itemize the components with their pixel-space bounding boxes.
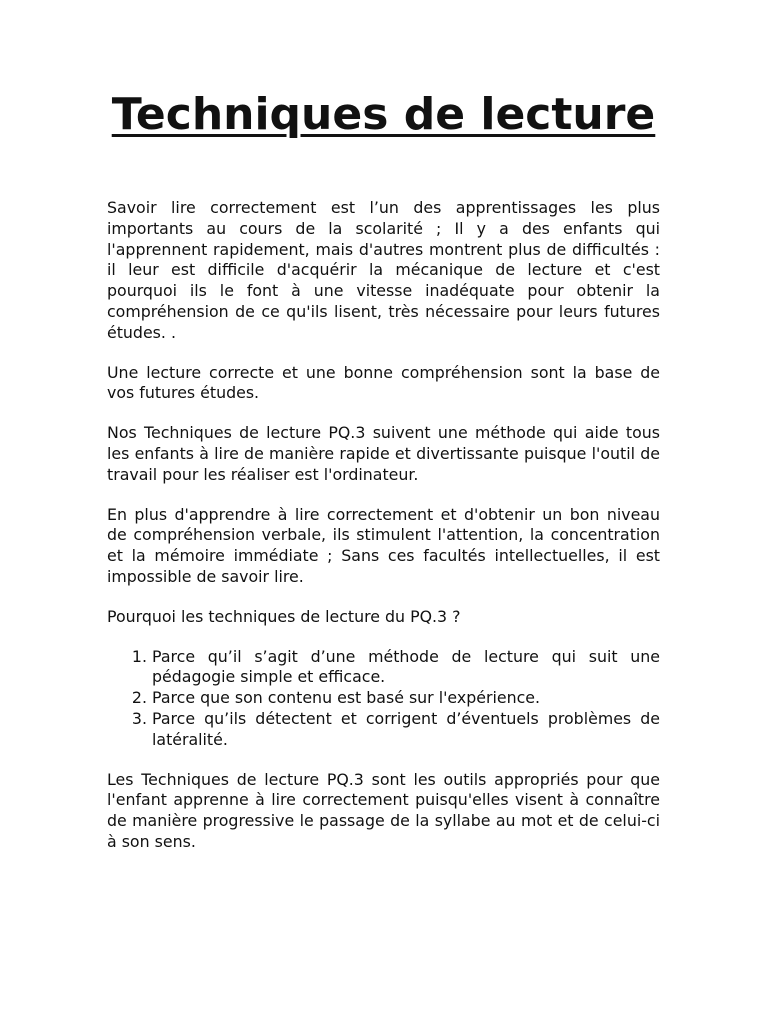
reasons-list — [107, 647, 660, 751]
paragraph-comprehension: Une lecture correcte et une bonne compréhension sont la base de vos futures études. — [107, 362, 660, 403]
list-item: 2. Parce que son contenu est basé sur l'expérience. — [152, 688, 660, 709]
paragraph-method: Nos Techniques de lecture PQ.3 suivent une méthode qui aide tous les enfants à lire de manière rapide et divertissante puisque l'outil de travail pour les réaliser est l'ordinateur. — [107, 423, 660, 484]
list-item: 1. Parce qu’il s’agit d’une méthode de lecture qui suit une pédagogie simple et efficace. — [152, 647, 660, 689]
paragraph-question: Pourquoi les techniques de lecture du PQ.3 ? — [107, 606, 461, 626]
paragraph-intro: Savoir lire correctement est l’un des apprentissages les plus importants au cours de la scolarité ; Il y a des enfants qui l'apprennent rapidement, mais d'autres montrent plus de difficultés : il leur est difficile d'acquérir la mécanique de lecture et c'est pourquoi ils le font à une vitesse inadéquate pour obtenir la compréhension de ce qu'ils lisent, très nécessaire pour leurs futures études. . — [107, 198, 660, 342]
paragraph-conclusion: Les Techniques de lecture PQ.3 sont les outils appropriés pour que l'enfant apprenne à lire correctement puisqu'elles visent à connaître de manière progressive le passage de la syllabe au mot et de celui-ci à son sens. — [107, 769, 660, 851]
document-body — [107, 198, 660, 853]
paragraph-benefits: En plus d'apprendre à lire correctement et d'obtenir un bon niveau de compréhension verbale, ils stimulent l'attention, la concentration et la mémoire immédiate ; Sans ces facultés intellectuelles, il est impossible de savoir lire. — [107, 504, 660, 586]
document-title: Techniques de lecture — [111, 89, 656, 140]
list-item: 3. Parce qu’ils détectent et corrigent d’éventuels problèmes de latéralité. — [152, 709, 660, 751]
